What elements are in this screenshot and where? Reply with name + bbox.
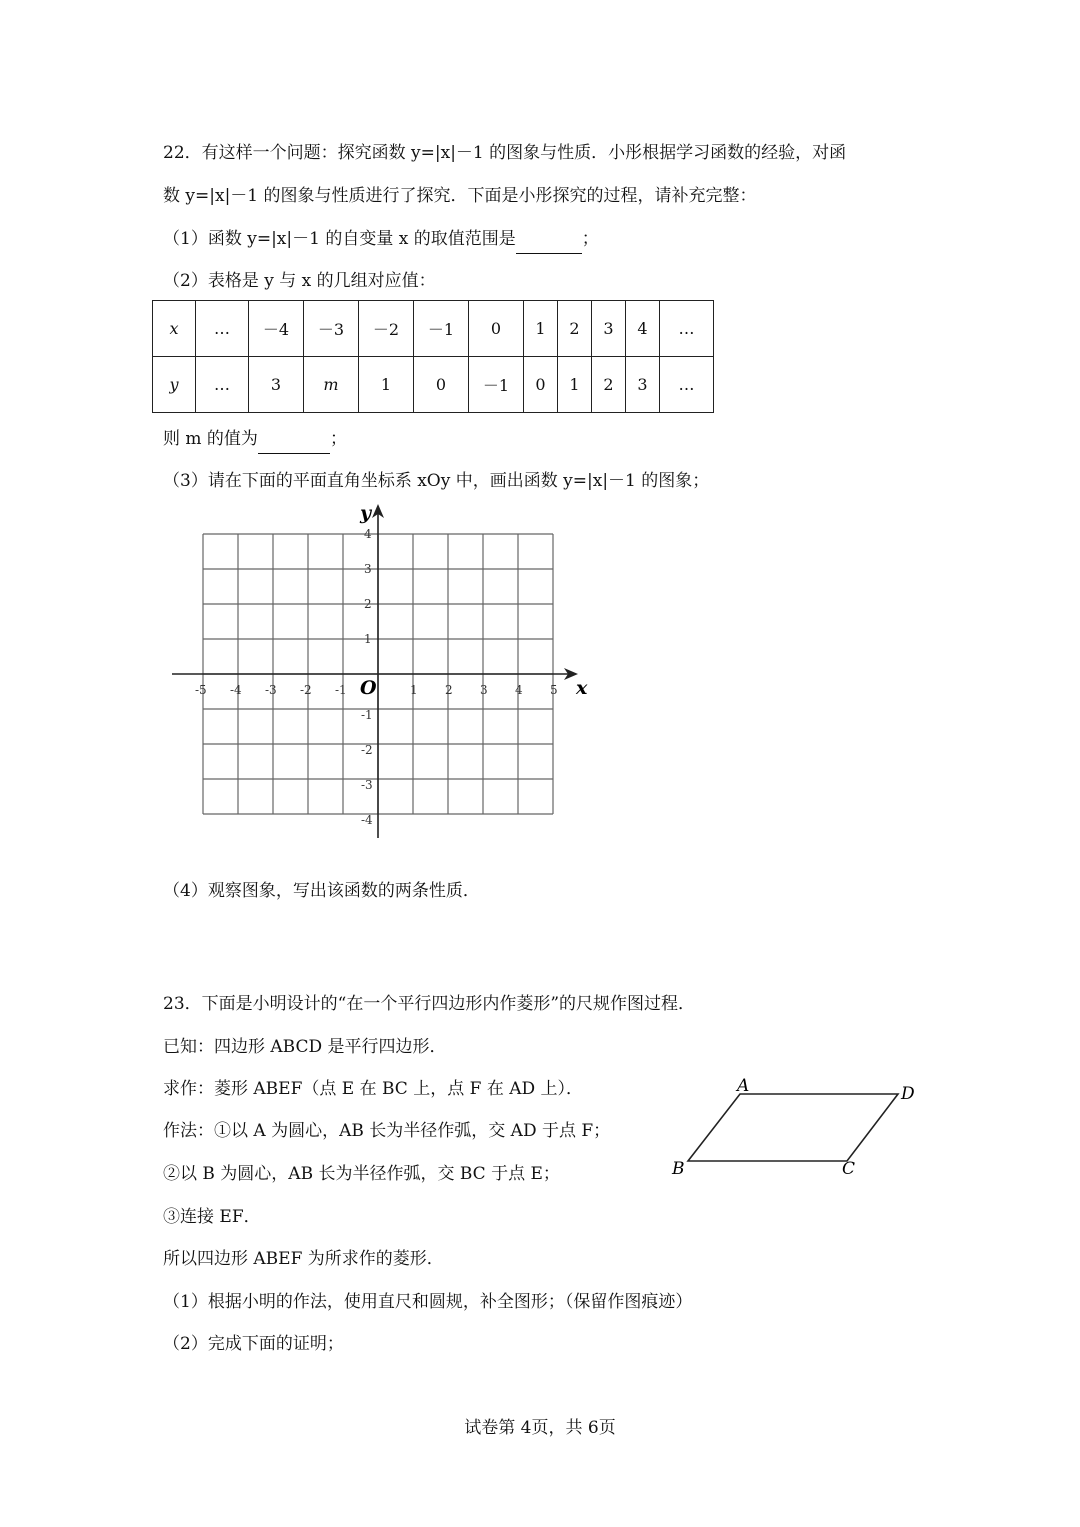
q22-part3: （3）请在下面的平面直角坐标系 xOy 中，画出函数 y=|x|－1 的图象； <box>163 471 710 491</box>
table-cell: … <box>660 357 714 413</box>
y-axis-label: y <box>360 502 372 524</box>
y-tick-label: -3 <box>361 778 373 792</box>
origin-label: O <box>360 677 377 699</box>
q23-part1: （1）根据小明的作法，使用直尺和圆规，补全图形；（保留作图痕迹） <box>163 1292 693 1312</box>
q22-part1-text: （1）函数 y=|x|－1 的自变量 x 的取值范围是 <box>163 229 516 249</box>
q22-part1 <box>163 228 599 254</box>
q23-conclusion: 所以四边形 ABEF 为所求作的菱形． <box>163 1249 444 1269</box>
x-tick-label: 2 <box>445 683 453 697</box>
table-cell: 3 <box>249 357 304 413</box>
q22-m-prompt <box>163 428 347 454</box>
parallelogram-abcd <box>688 1094 898 1161</box>
y-tick-label: 4 <box>364 527 372 541</box>
y-tick-label: -4 <box>361 813 373 827</box>
q22-intro-line1 <box>163 142 846 164</box>
x-tick-label: 4 <box>515 683 523 697</box>
table-cell: 2 <box>558 301 592 357</box>
q22-part2: （2）表格是 y 与 x 的几组对应值： <box>163 271 436 291</box>
table-cell-m: m <box>304 357 359 413</box>
q23-method3: ③连接 EF． <box>163 1207 261 1227</box>
table-cell: … <box>196 357 249 413</box>
q23-part2: （2）完成下面的证明； <box>163 1334 344 1354</box>
table-cell: 1 <box>359 357 414 413</box>
table-cell: －1 <box>414 301 469 357</box>
coordinate-grid[interactable] <box>160 495 610 855</box>
table-cell: －1 <box>469 357 524 413</box>
q23-number: 23． <box>163 994 202 1014</box>
table-cell: 1 <box>524 301 558 357</box>
table-row-y <box>153 357 714 413</box>
x-tick-label: -3 <box>265 683 277 697</box>
x-tick-label: -5 <box>195 683 207 697</box>
table-cell: 0 <box>524 357 558 413</box>
vertex-a-label: A <box>737 1076 750 1096</box>
q22-part4: （4）观察图象，写出该函数的两条性质． <box>163 881 480 901</box>
y-tick-label: -1 <box>361 708 373 722</box>
y-tick-label: 2 <box>364 597 372 611</box>
parallelogram-figure <box>660 1070 930 1185</box>
x-tick-label: -1 <box>335 683 347 697</box>
table-x-header: x <box>153 301 196 357</box>
q23-known: 已知：四边形 ABCD 是平行四边形． <box>163 1037 447 1057</box>
q22-m-prompt-text: 则 m 的值为 <box>163 429 258 449</box>
q22-part1-answer-blank[interactable] <box>516 231 582 254</box>
q22-intro-text1: 有这样一个问题：探究函数 y=|x|－1 的图象与性质．小彤根据学习函数的经验，对函 <box>201 143 847 163</box>
vertex-b-label: B <box>672 1159 685 1179</box>
q23-intro-line <box>163 993 695 1015</box>
q23-seek: 求作：菱形 ABEF（点 E 在 BC 上，点 F 在 AD 上）． <box>163 1079 584 1099</box>
x-tick-label: -2 <box>300 683 312 697</box>
table-cell: －3 <box>304 301 359 357</box>
xy-value-table <box>152 300 714 413</box>
table-cell: 1 <box>558 357 592 413</box>
table-cell: … <box>196 301 249 357</box>
table-cell: 0 <box>469 301 524 357</box>
q22-m-prompt-end: ； <box>329 429 347 449</box>
table-cell: 2 <box>592 357 626 413</box>
table-cell: －4 <box>249 301 304 357</box>
x-tick-label: 5 <box>550 683 558 697</box>
x-tick-label: -4 <box>230 683 242 697</box>
table-row-x <box>153 301 714 357</box>
page-footer: 试卷第 4页，共 6页 <box>464 1418 616 1438</box>
x-tick-label: 3 <box>480 683 488 697</box>
y-tick-label: -2 <box>361 743 373 757</box>
q22-part1-end: ； <box>581 229 599 249</box>
vertex-d-label: D <box>901 1084 915 1104</box>
q22-intro-line2: 数 y=|x|－1 的图象与性质进行了探究．下面是小彤探究的过程，请补充完整： <box>163 186 757 206</box>
x-axis-label: x <box>576 677 588 699</box>
q22-number: 22． <box>163 143 202 163</box>
table-cell: … <box>660 301 714 357</box>
x-tick-label: 1 <box>410 683 418 697</box>
table-cell: －2 <box>359 301 414 357</box>
y-tick-label: 3 <box>364 562 372 576</box>
table-cell: 4 <box>626 301 660 357</box>
q23-method1: 作法：①以 A 为圆心，AB 长为半径作弧，交 AD 于点 F； <box>163 1121 611 1141</box>
table-cell: 3 <box>626 357 660 413</box>
table-cell: 0 <box>414 357 469 413</box>
table-cell: 3 <box>592 301 626 357</box>
q23-intro-text: 下面是小明设计的“在一个平行四边形内作菱形”的尺规作图过程． <box>201 994 696 1014</box>
y-axis <box>372 504 384 838</box>
table-y-header: y <box>153 357 196 413</box>
q22-m-answer-blank[interactable] <box>258 431 330 454</box>
q23-method2: ②以 B 为圆心，AB 长为半径作弧，交 BC 于点 E； <box>163 1164 560 1184</box>
y-tick-label: 1 <box>364 632 372 646</box>
vertex-c-label: C <box>842 1159 856 1179</box>
